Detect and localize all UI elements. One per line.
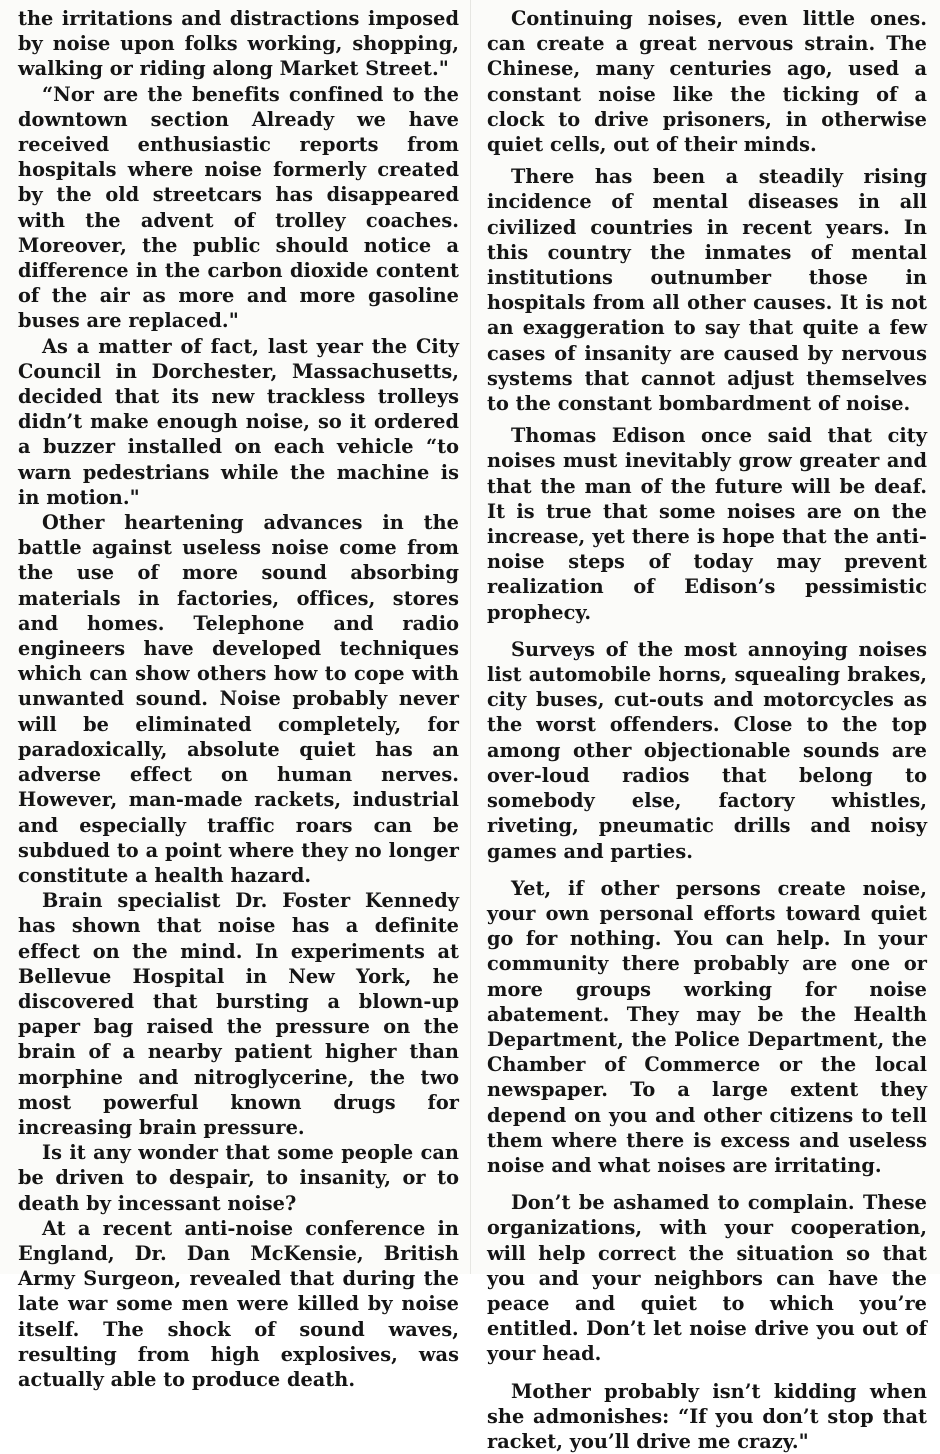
paragraph: Mother probably isn’t kidding when she admonishes: “If you don’t stop that racket, you’ll drive me crazy." — [487, 1379, 927, 1453]
column-gutter — [470, 0, 471, 1274]
paragraph: Other heartening advances in the battle against useless noise come from the use of more sound absorbing materials in factories, offices, stores and homes. Telephone and radio engineers have developed techniques which can show others how to cope with unwanted sound. Noise probably never will be eliminated completely, for paradoxically, absolute quiet has an adverse effect on human nerves. However, man-made rackets, industrial and especially traffic roars can be subdued to a point where they no longer constitute a health hazard. — [18, 511, 459, 887]
paragraph: Surveys of the most annoying noises list automobile horns, squealing brakes, city buses, cut-outs and motorcycles as the worst offenders. Close to the top among other objectionable sounds are over-loud radios that belong to somebody else, factory whistles, riveting, pneumatic drills and noisy games and parties. — [487, 637, 927, 863]
paragraph: “Nor are the benefits confined to the downtown section Already we have received enthusiastic reports from hospitals where noise formerly created by the old streetcars has disappeared with the advent of trolley coaches. Moreover, the public should notice a difference in the carbon dioxide content of the air as more and more gasoline buses are replaced." — [18, 82, 459, 333]
paragraph: Don’t be ashamed to complain. These organizations, with your cooperation, will help correct the situation so that you and your neighbors can have the peace and quiet to which you’re entitled. Don’t let noise drive you out of your head. — [487, 1191, 927, 1366]
paragraph: There has been a steadily rising incidence of mental diseases in all civilized countries in recent years. In this country the inmates of mental institutions outnumber those in hospitals from all other causes. It is not an exaggeration to say that quite a few cases of insanity are caused by nervous systems that cannot adjust themselves to the constant bombardment of noise. — [487, 165, 927, 416]
right-column — [487, 6, 927, 1454]
paragraph: As a matter of fact, last year the City Council in Dorchester, Massachusetts, decided that its new trackless trolleys didn’t make enough noise, so it ordered a buzzer installed on each vehicle “to warn pedestrians while the machine is in motion." — [18, 334, 459, 509]
paragraph: Continuing noises, even little ones. can create a great nervous strain. The Chinese, many centuries ago, used a constant noise like the ticking of a clock to drive prisoners, in otherwise quiet cells, out of their minds. — [487, 7, 927, 157]
left-column — [18, 6, 459, 1392]
paragraph: At a recent anti-noise conference in England, Dr. Dan McKensie, British Army Surgeon, revealed that during the late war some men were killed by noise itself. The shock of sound waves, resulting from high explosives, was actually able to produce death. — [18, 1216, 459, 1391]
paragraph: the irritations and distractions imposed by noise upon folks working, shopping, walking or riding along Market Street." — [18, 7, 459, 81]
paragraph: Is it any wonder that some people can be driven to despair, to insanity, or to death by incessant noise? — [18, 1141, 459, 1215]
paragraph: Brain specialist Dr. Foster Kennedy has shown that noise has a definite effect on the mind. In experiments at Bellevue Hospital in New York, he discovered that bursting a blown-up paper bag raised the pressure on the brain of a nearby patient higher than morphine and nitroglycerine, the two most powerful known drugs for increasing brain pressure. — [18, 889, 459, 1139]
paragraph: Yet, if other persons create noise, your own personal efforts toward quiet go for nothing. You can help. In your community there probably are one or more groups working for noise abatement. They may be the Health Department, the Police Department, the Chamber of Commerce or the local newspaper. To a large extent they depend on you and other citizens to tell them where there is excess and useless noise and what noises are irritating. — [487, 876, 927, 1177]
paragraph: Thomas Edison once said that city noises must inevitably grow greater and that the man of the future will be deaf. It is true that some noises are on the increase, yet there is hope that the anti-noise steps of today may prevent realization of Edison’s pessimistic prophecy. — [487, 424, 927, 624]
